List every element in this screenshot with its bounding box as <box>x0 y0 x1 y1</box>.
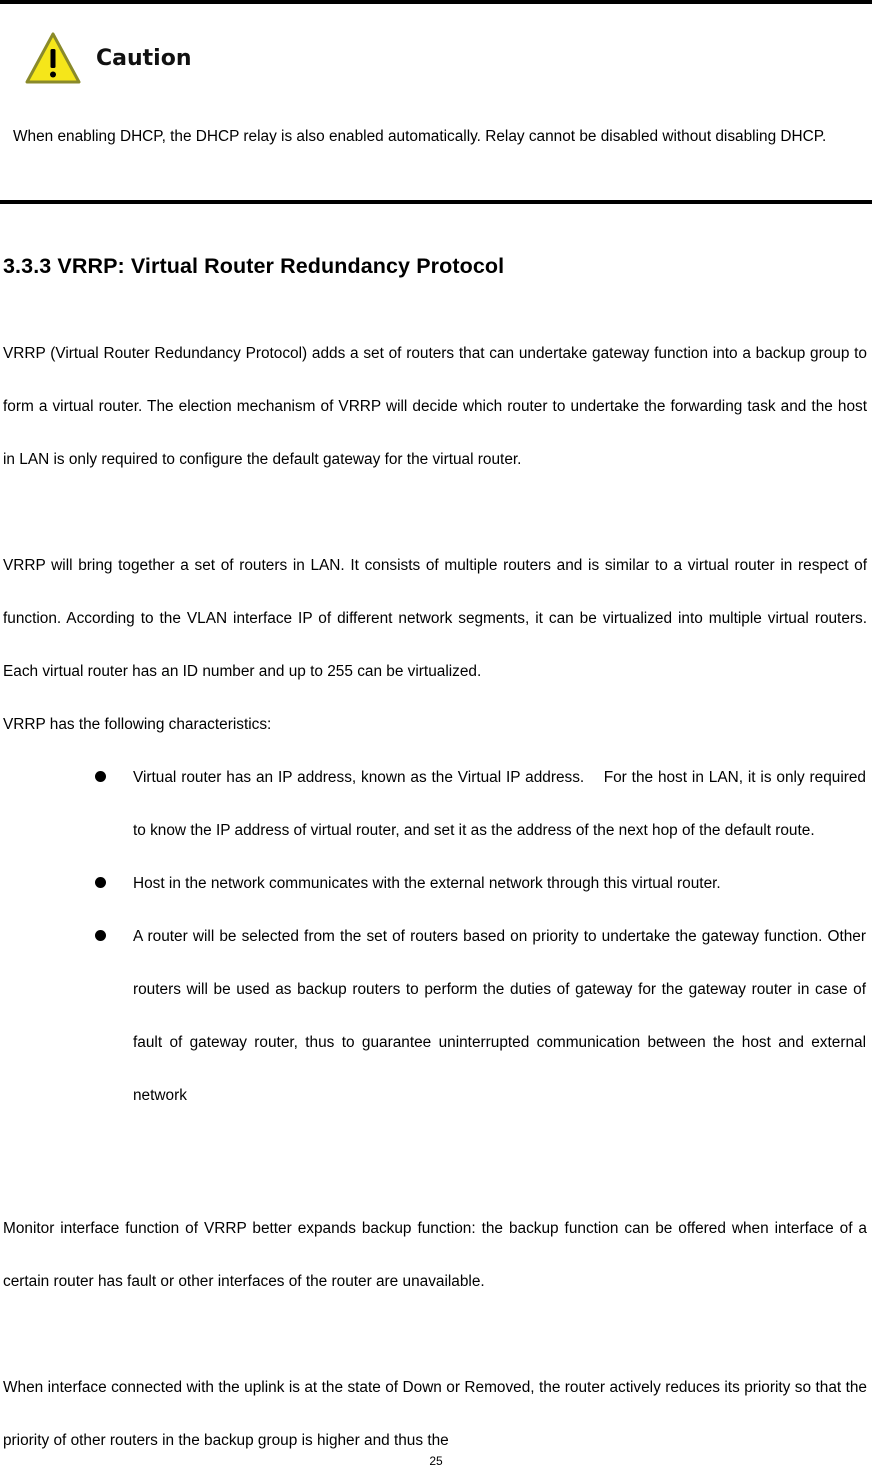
list-item-text: A router will be selected from the set of routers based on priority to undertake the gateway function. Other routers will be used as backup routers to perform the duties of gateway for the gateway router in case of fault of gateway router, thus to guarantee uninterrupted communication between the host and external network <box>133 928 866 1104</box>
list-item <box>0 751 872 857</box>
characteristics-list <box>0 751 872 1122</box>
caution-header <box>24 30 192 86</box>
paragraph-monitor-interface: Monitor interface function of VRRP better expands backup function: the backup function can be offered when interface of a certain router has fault or other interfaces of the router are unavailable. <box>3 1220 867 1290</box>
paragraph-lan: VRRP will bring together a set of routers in LAN. It consists of multiple routers and is similar to a virtual router in respect of function. According to the VLAN interface IP of different network segments, it can be virtualized into multiple virtual routers. Each virtual router has an ID number and up to 255 can be virtualized. <box>3 557 867 680</box>
warning-triangle-icon <box>24 31 82 85</box>
caution-box <box>0 0 872 204</box>
caution-label: Caution <box>96 45 192 71</box>
section-title: 3.3.3 VRRP: Virtual Router Redundancy Protocol <box>3 254 505 278</box>
list-item-text: Host in the network communicates with the external network through this virtual router. <box>133 875 721 892</box>
page-number: 25 <box>429 1454 443 1468</box>
list-item-text: Virtual router has an IP address, known as the Virtual IP address. For the host in LAN, it is only required to know the IP address of virtual router, and set it as the address of the next hop of the default route. <box>133 769 866 839</box>
paragraph-intro: VRRP (Virtual Router Redundancy Protocol) adds a set of routers that can undertake gateway function into a backup group to form a virtual router. The election mechanism of VRRP will decide which router to undertake the forwarding task and the host in LAN is only required to configure the default gateway for the virtual router. <box>3 345 867 468</box>
paragraph-uplink-state: When interface connected with the uplink is at the state of Down or Removed, the router actively reduces its priority so that the priority of other routers in the backup group is higher and thus the <box>3 1379 867 1449</box>
paragraph-characteristics-lead: VRRP has the following characteristics: <box>3 716 272 733</box>
list-item <box>0 857 872 910</box>
bullet-icon <box>95 771 106 782</box>
bullet-icon <box>95 930 106 941</box>
bullet-icon <box>95 877 106 888</box>
caution-text: When enabling DHCP, the DHCP relay is also enabled automatically. Relay cannot be disabled without disabling DHCP. <box>13 128 827 145</box>
list-item <box>0 910 872 1122</box>
